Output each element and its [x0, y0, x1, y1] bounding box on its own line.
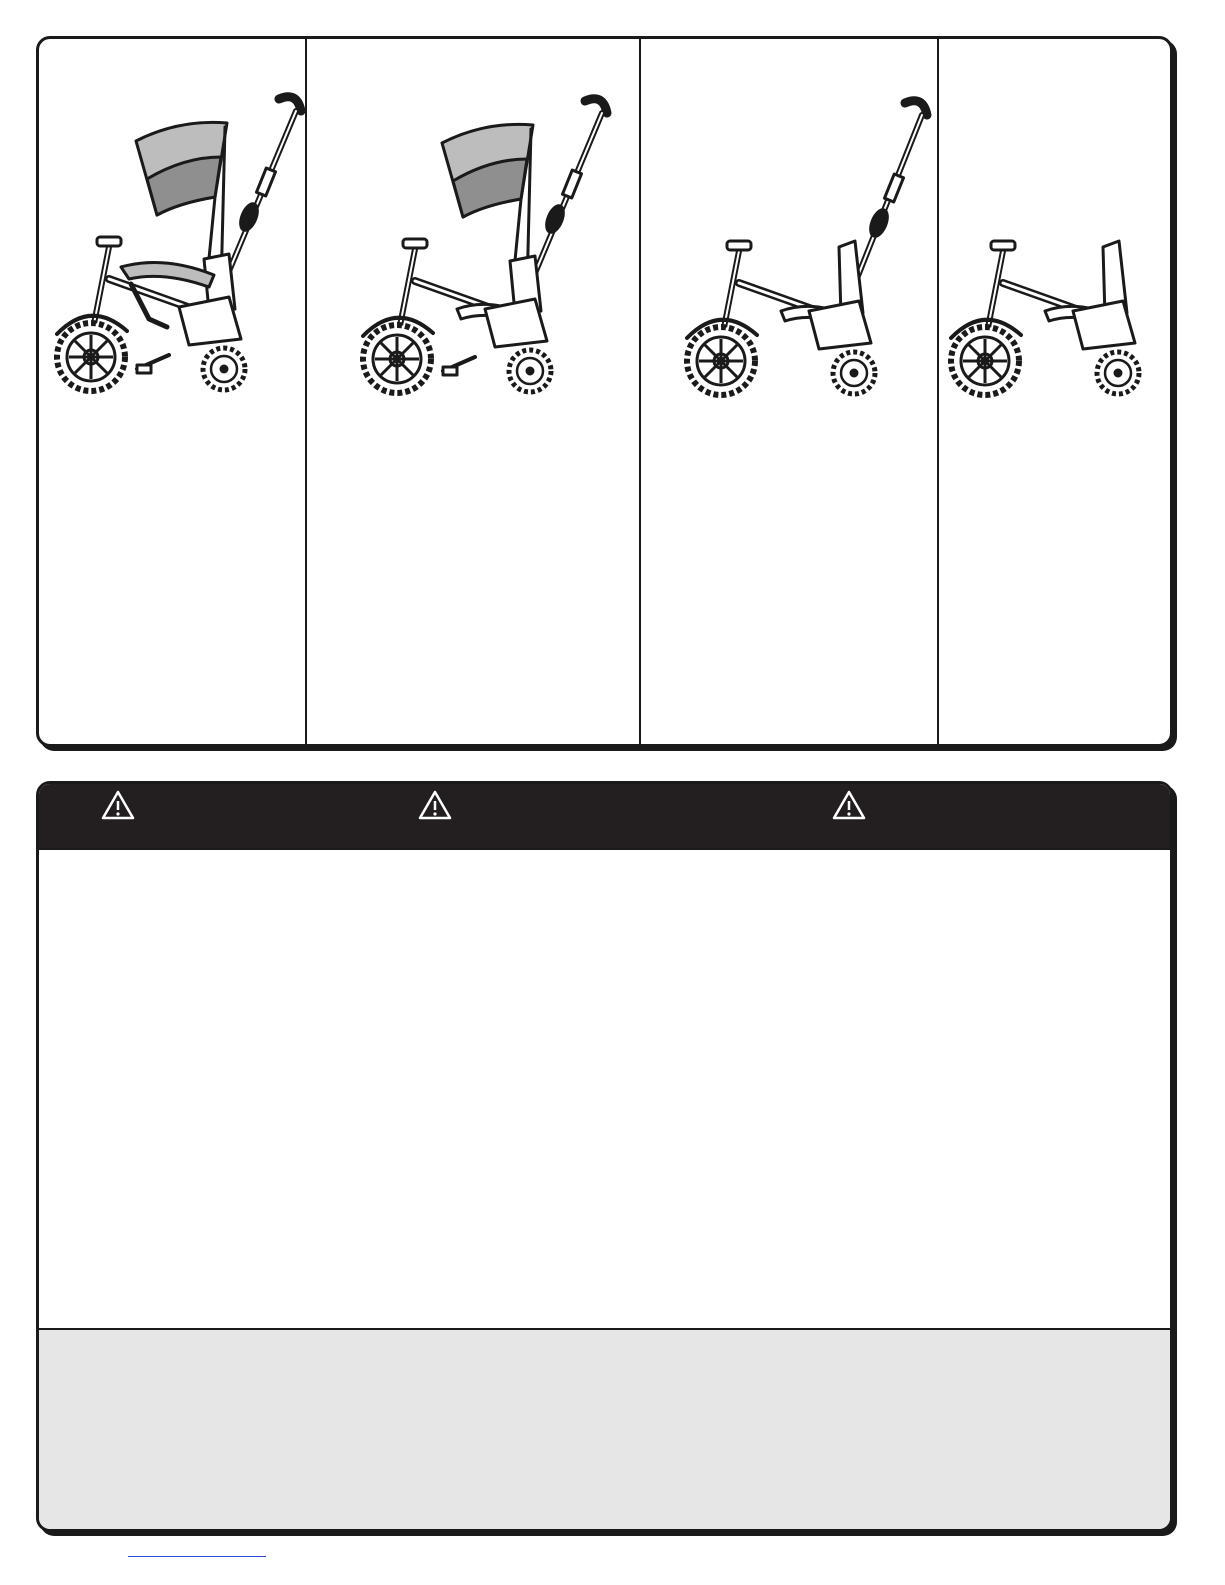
warning-note — [789, 1328, 1170, 1529]
illustration-stage-2 — [305, 39, 641, 744]
warning-header — [39, 784, 379, 850]
warning-panel — [36, 781, 1173, 1532]
warning-header — [789, 784, 1170, 850]
warning-triangle-icon — [418, 789, 452, 821]
warning-column-1 — [39, 784, 381, 1529]
illustration-panel — [36, 36, 1173, 747]
illustration-stage-4 — [937, 39, 1170, 744]
warning-body — [379, 850, 789, 1328]
footer-link[interactable] — [128, 1556, 266, 1557]
tricycle-canopy-illustration — [305, 39, 639, 439]
tricycle-push-handle-illustration — [639, 39, 937, 439]
warning-note — [39, 1328, 379, 1529]
warning-column-2 — [379, 784, 791, 1529]
warning-note — [379, 1328, 789, 1529]
tricycle-full-illustration — [39, 39, 305, 439]
warning-column-3 — [789, 784, 1170, 1529]
illustration-stage-1 — [39, 39, 307, 744]
tricycle-basic-illustration — [937, 39, 1170, 439]
warning-header — [379, 784, 789, 850]
illustration-stage-3 — [639, 39, 939, 744]
warning-body — [39, 850, 379, 1328]
warning-body — [789, 850, 1170, 1328]
warning-triangle-icon — [101, 789, 135, 821]
warning-triangle-icon — [832, 789, 866, 821]
